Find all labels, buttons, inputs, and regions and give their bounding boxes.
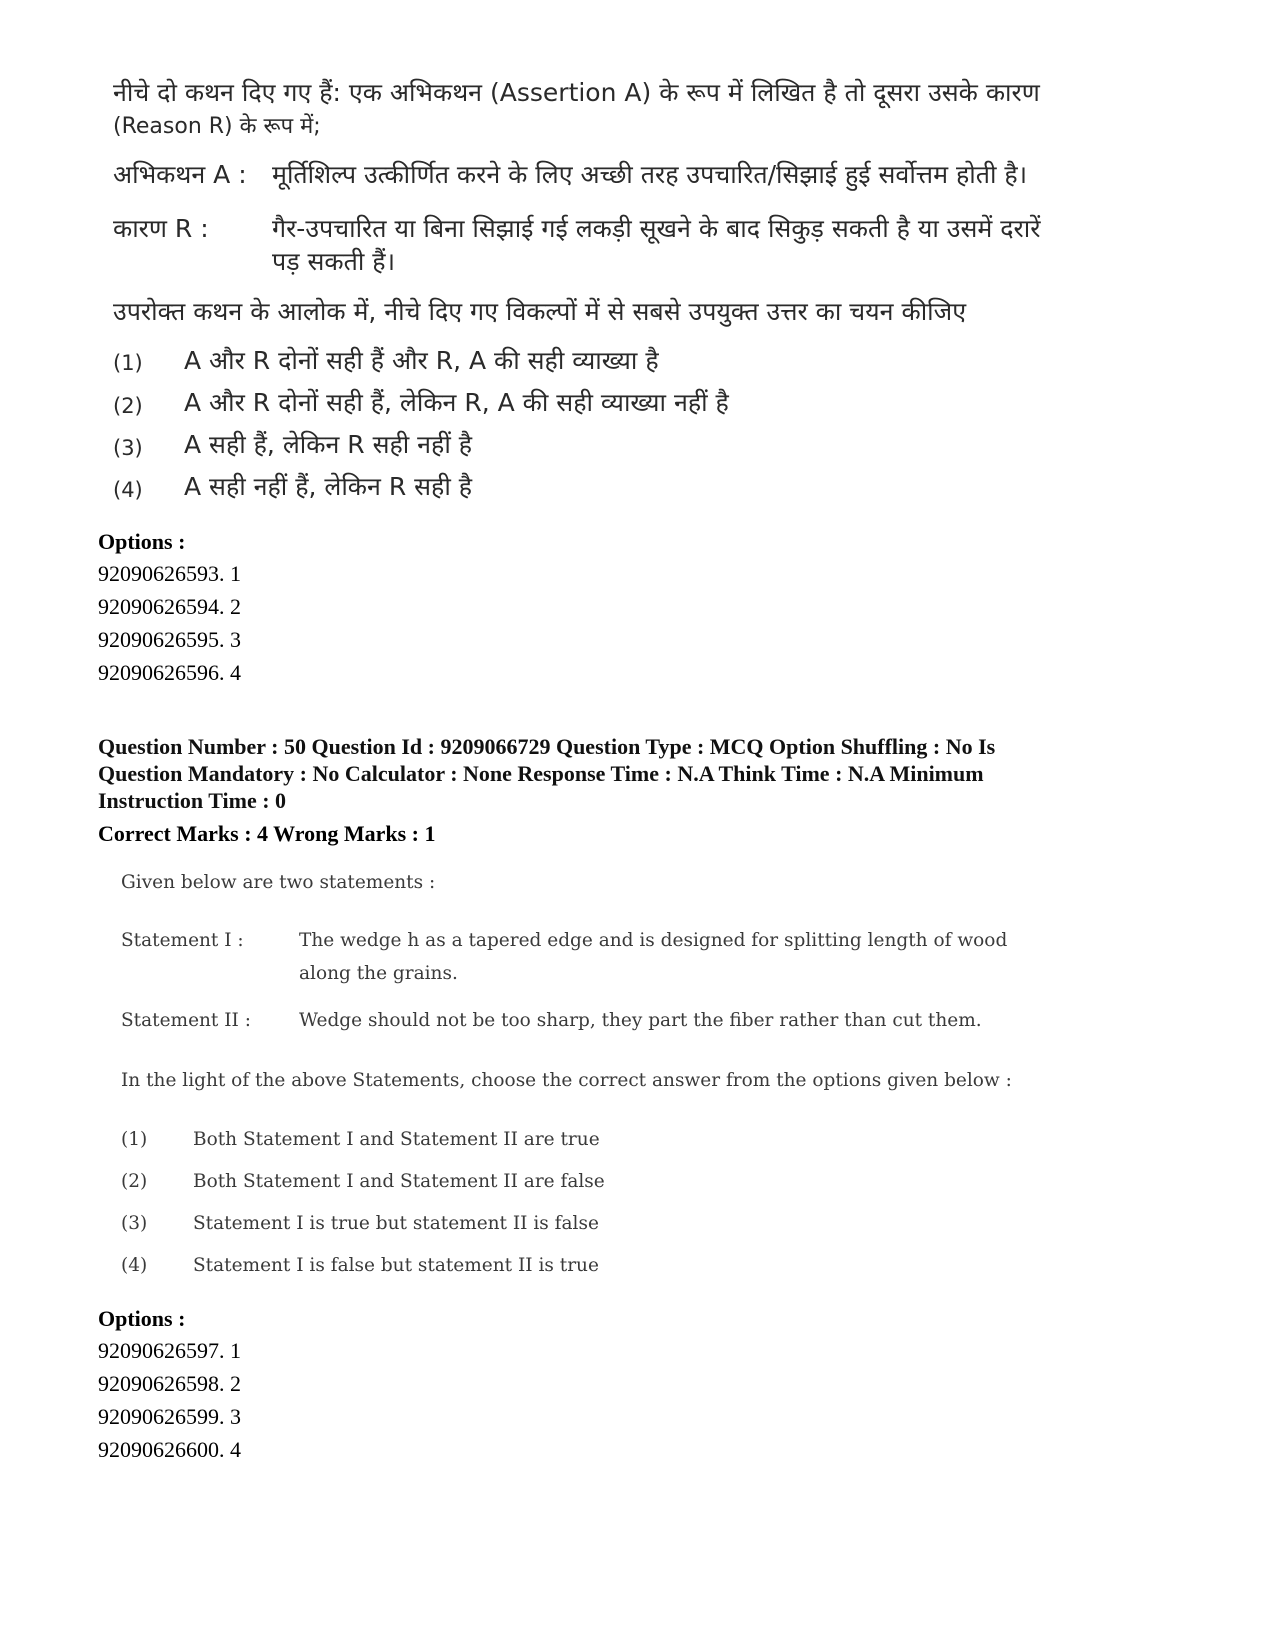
q50-option-2: 92090626598. 2 (98, 1371, 241, 1396)
hindi-intro-line1: नीचे दो कथन दिए गए हैं: एक अभिकथन (Assertion A) के रूप में लिखित है तो दूसरा उसके कारण (113, 78, 1040, 107)
question-meta-line2: Question Mandatory : No Calculator : None Response Time : N.A Think Time : N.A Minimum (98, 761, 984, 786)
hindi-intro-line2: (Reason R) के रूप में; (113, 114, 321, 139)
english-intro: Given below are two statements : (121, 872, 436, 893)
hindi-choice-text-3: A सही हैं, लेकिन R सही नहीं है (184, 430, 473, 459)
statement2-label: Statement II : (121, 1010, 251, 1031)
english-choice-num-1: (1) (121, 1129, 148, 1150)
prev-option-4: 92090626596. 4 (98, 660, 241, 685)
hindi-choice-text-4: A सही नहीं हैं, लेकिन R सही है (184, 472, 473, 501)
statement2-text: Wedge should not be too sharp, they part the fiber rather than cut them. (299, 1010, 982, 1031)
english-choice-text-4: Statement I is false but statement II is true (193, 1255, 599, 1276)
english-choice-text-3: Statement I is true but statement II is false (193, 1213, 599, 1234)
question-meta-line1: Question Number : 50 Question Id : 9209066729 Question Type : MCQ Option Shuffling : No Is (98, 734, 996, 759)
hindi-choice-text-1: A और R दोनों सही हैं और R, A की सही व्याख्या है (184, 346, 659, 375)
hindi-choice-text-2: A और R दोनों सही हैं, लेकिन R, A की सही व्याख्या नहीं है (184, 388, 729, 417)
q50-option-1: 92090626597. 1 (98, 1338, 241, 1363)
reason-text (272, 212, 1102, 278)
hindi-intro (113, 76, 1113, 144)
hindi-instruction: उपरोक्त कथन के आलोक में, नीचे दिए गए विकल्पों में से सबसे उपयुक्त उत्तर का चयन कीजिए (113, 297, 967, 326)
prev-option-1: 92090626593. 1 (98, 561, 241, 586)
question-meta (98, 733, 1188, 814)
statement1-text (299, 924, 1079, 990)
english-choice-num-4: (4) (121, 1255, 148, 1276)
english-choice-text-2: Both Statement I and Statement II are false (193, 1171, 605, 1192)
prev-options-heading: Options : (98, 529, 186, 554)
statement1-label: Statement I : (121, 930, 244, 951)
english-choice-text-1: Both Statement I and Statement II are true (193, 1129, 600, 1150)
hindi-choice-num-4: (4) (113, 478, 143, 502)
q50-options-heading: Options : (98, 1306, 186, 1331)
english-choice-num-3: (3) (121, 1213, 148, 1234)
statement1-line1: The wedge h as a tapered edge and is designed for splitting length of wood (299, 930, 1008, 951)
hindi-choice-num-2: (2) (113, 394, 143, 418)
reason-line2: पड़ सकती हैं। (272, 247, 396, 276)
assertion-text: मूर्तिशिल्प उत्कीर्णित करने के लिए अच्छी तरह उपचारित/सिझाई हुई सर्वोत्तम होती है। (272, 160, 1028, 189)
q50-option-4: 92090626600. 4 (98, 1437, 241, 1462)
question-marks: Correct Marks : 4 Wrong Marks : 1 (98, 821, 436, 846)
hindi-choice-num-3: (3) (113, 436, 143, 460)
q50-option-3: 92090626599. 3 (98, 1404, 241, 1429)
prev-option-2: 92090626594. 2 (98, 594, 241, 619)
statement1-line2: along the grains. (299, 963, 458, 984)
reason-line1: गैर-उपचारित या बिना सिझाई गई लकड़ी सूखने के बाद सिकुड़ सकती है या उसमें दरारें (272, 214, 1041, 243)
question-meta-line3: Instruction Time : 0 (98, 788, 287, 813)
english-instruction: In the light of the above Statements, choose the correct answer from the options given below : (121, 1070, 1012, 1091)
hindi-choice-num-1: (1) (113, 351, 143, 375)
prev-option-3: 92090626595. 3 (98, 627, 241, 652)
assertion-label: अभिकथन A : (113, 160, 247, 189)
english-choice-num-2: (2) (121, 1171, 148, 1192)
reason-label: कारण R : (113, 214, 209, 243)
